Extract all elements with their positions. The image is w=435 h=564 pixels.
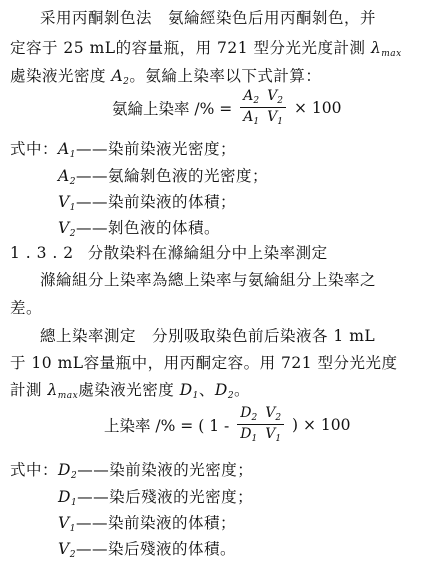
- lambda-symbol: λ: [370, 39, 382, 57]
- para1-line2-text: 定容于 25 mL的容量瓶，用 721 型分光光度計測: [10, 39, 371, 57]
- defs2-line1: 式中：$D_2——$染前染液的光密度；: [10, 461, 254, 481]
- eq2-rhs: ) × 100: [292, 415, 351, 434]
- defs2-line2: $D_1——$染后殘液的光密度；: [58, 488, 254, 508]
- eq1-rhs: × 100: [294, 98, 342, 117]
- section-heading: [10, 241, 328, 263]
- eq2-numerator: $D_2$ $V_2$: [237, 405, 284, 425]
- para1-line2: [10, 36, 402, 59]
- lambda-symbol-2: λ: [47, 381, 58, 399]
- para3-line2: 于 10 mL容量瓶中，用丙酮定容。用 721 型分光光度: [10, 354, 398, 372]
- para3-line1: 總上染率測定 分別吸取染色前后染液各 1 mL: [40, 327, 376, 345]
- eq1-fraction: [240, 88, 286, 127]
- equation-2: [104, 405, 351, 444]
- symbol-A2-sub: 2: [123, 77, 130, 87]
- eq1-denominator: $A_1$ $V_1$: [243, 109, 284, 127]
- defs1-line4: $V_2——$剝色液的体積。: [58, 219, 220, 239]
- eq2-lhs: 上染率 /% = ( 1 -: [104, 416, 230, 435]
- eq1-lhs: 氨綸上染率 /% =: [112, 99, 233, 118]
- para2-line1: 滌綸組分上染率為總上染率与氨綸組分上染率之: [40, 271, 377, 289]
- defs1-prefix: 式中：: [10, 140, 59, 158]
- defs2-prefix: 式中：: [10, 461, 59, 479]
- defs1-line1: 式中：$A_1——$染前染液光密度；: [10, 140, 236, 160]
- equation-1: [112, 88, 342, 127]
- eq2-denominator: $D_1$ $V_1$: [240, 426, 282, 444]
- defs1-line3: $V_1——$染前染液的体積；: [58, 193, 236, 213]
- lambda-subscript: max: [381, 49, 402, 59]
- section-number: 1 . 3 . 2: [10, 244, 74, 262]
- defs2-line3: $V_1——$染前染液的体積；: [58, 514, 236, 534]
- defs2-line4: $V_2——$染后殘液的体積。: [58, 540, 236, 560]
- eq2-fraction: [237, 405, 284, 444]
- defs1-line2: $A_2——$氨綸剝色液的光密度；: [58, 167, 268, 187]
- symbol-A2: A: [111, 67, 124, 85]
- para3-line3: 計測 $\lambda_{max}$處染液光密度 $D_1$、$D_2$。: [10, 381, 251, 401]
- para1-line3-text: 處染液光密度: [10, 67, 112, 85]
- section-title: 分散染料在滌綸組分中上染率測定: [87, 244, 328, 262]
- para1-line3-tail: 。氨綸上染率以下式計算：: [129, 67, 322, 85]
- para1-line1: 采用丙酮剝色法 氨綸經染色后用丙酮剝色，并: [40, 9, 377, 27]
- eq1-numerator: $A_2$ $V_2$: [240, 88, 286, 108]
- para1-line3: [10, 64, 321, 87]
- para2-line2: 差。: [10, 299, 43, 317]
